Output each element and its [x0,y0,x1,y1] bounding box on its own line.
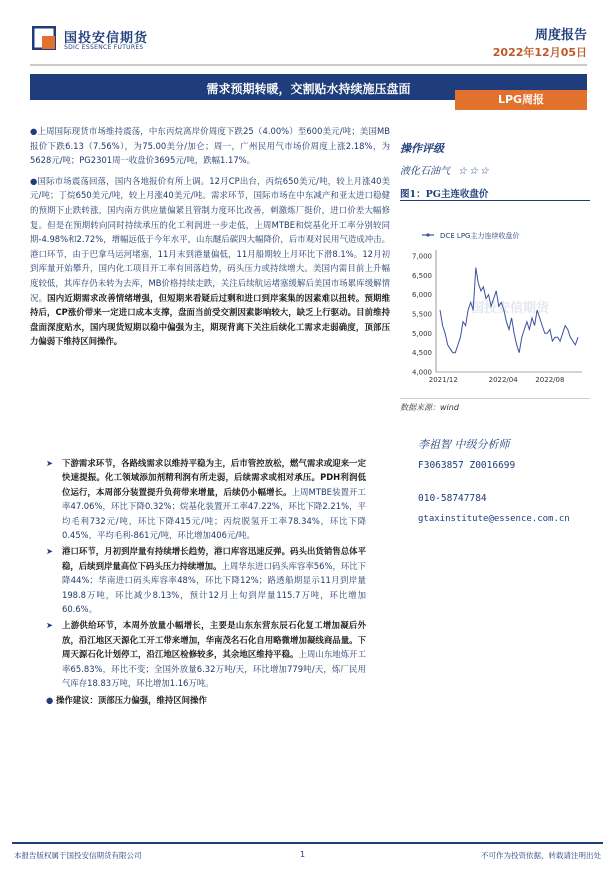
demand-segment [46,456,366,542]
supply-conclusion: 上游供给环节，本周外放量小幅增长，主要是山东东营东辰石化复工增加凝后外放，沿江地区天源化工开工带来增加，华南茂名石化自用略微增加凝线商品量。下周天源石化计划停工，沿江地区检修较多，其余地区维持平稳。 [62,620,366,660]
rating-panel [400,140,590,177]
rating-product: 液化石油气 [400,166,450,177]
y-tick-label: 4,000 [411,368,432,377]
supply-data: 上周山东地炼开工率65.83%，环比不变；全国外放量6.32万吨/天，环比增加779吨/天，炼厂民用气库存18.83万吨，环比增加1.16万吨。 [62,649,366,689]
source-divider [400,398,590,399]
rating-title: 操作评级 [400,142,444,155]
x-tick-label: 2021/12 [428,376,458,384]
analyst-name: 李祖智 中级分析师 [418,438,510,451]
footer-copyright: 本报告版权属于国投安信期货有限公司 [14,851,142,860]
demand-conclusion: 下游需求环节，各路线需求以维持平稳为主，后市管控放松，燃气需求或迎来一定快速提振。化工领域添加剂精利润有所走弱，后续需求或相对承压。PDH利润低位运行，本周部分装置提升负荷带来增量，后续仍小幅增长。 [62,458,366,497]
arrow-right-icon: ➤ [46,546,54,557]
footer-divider [12,842,603,844]
port-conclusion: 港口环节，月初到岸量有持续增长趋势，港口库容迅速反弹。码头出货销售总体平稳，后续到岸量高位下码头压力持续增加。 [62,546,366,571]
report-header [0,0,615,70]
port-data: 上周华东进口码头库容率56%，环比下降44%；华南进口码头库容率48%，环比下降12%；路透船期显示11月到岸量198.8万吨，环比减少8.13%，预计12月上旬到岸量115.7万吨，环比增加60.6%。 [62,560,366,615]
y-tick-label: 7,000 [411,252,432,261]
report-type: 周度报告 [534,28,587,43]
y-tick-label: 5,000 [411,329,432,338]
y-tick-label: 4,500 [411,349,432,358]
legend-label: DCE LPG主力连续收盘价 [440,232,520,240]
bullet-icon: ● [30,175,38,186]
port-segment [46,544,366,616]
company-name-en: SDIC ESSENCE FUTURES [64,44,144,51]
figure-divider [400,200,590,201]
analyst-cert: F3063857 Z0016699 [418,460,516,471]
report-title: 需求预期转暖，交割贴水持续施压盘面 [206,82,411,96]
company-logo-icon [32,26,56,50]
market-summary-paragraph [30,124,390,168]
demand-data: 上周MTBE装置开工率47.06%，环比下降0.32%；烷基化装置开工率47.22%，环比下降2.21%，平均毛利732元/吨，环比下降415元/吨；丙烷脱氢开工率78.34%，环比下降0.45%，平均毛利-861元/吨，环比增加406元/吨。 [62,486,366,541]
bullet-icon: ● [46,694,54,705]
report-date: 2022年12月05日 [492,46,587,59]
operation-text: 操作建议：顶部压力偏强，维持区间操作 [56,694,207,705]
supply-segment [46,618,366,690]
analysis-conclusion: 国内近期需求改善情绪增强，但短期来看疑后过剩和进口到岸案集的因素难以扭转。预期维持后，CP涨价带来一定进口成本支撑，盘面当前受交割因素影响较大，缺乏上行驱动。目前维持盘面深度贴水，国内现货短期以稳中偏强为主，期现背离下关注后续化工需求走弱确度，顶部压力偏弱下维持区间操作。 [30,292,391,347]
analyst-info [418,436,598,524]
y-tick-label: 5,500 [411,310,432,319]
product-tag: LPG周报 [455,90,587,110]
rating-line [400,162,590,177]
bullet-icon: ● [30,126,38,136]
analysis-text: 国际市场震荡回落，国内各地报价有所上调。12月CP出台，丙烷650美元/吨，较上月涨40美元/吨；丁烷650美元/吨，较上月涨40美元/吨。需求环节，国际市场在中东减产和亚太进口稳健的预期下止跌转涨，国内南方供应量偏紧且管制力度环比改善，刺激炼厂挺价，进口价差大幅修复。但是在预期转向同时持续承压的化工利润进一步走低，上周MTBE和烷基化开工率分别较同期-4.98%和2.72%，增幅远低于今年水平，山东醚后碳四大幅降价，后市观对民用气造成冲击。港口环节，由于巴拿马运河堵塞，11月末到港量偏低，11月船期较上月环比下滑8.1%。12月初到库量开始攀升，国内化工项目开工率有回落趋势，码头压力或持续增大。美国内需目前上升幅度较低，其库存仍未转为去库，MB价格持续走跌，关注后续航运堵塞缓解后美国市场累库缓解情况。 [30,175,390,303]
price-line-chart [400,214,590,389]
page-number: 1 [300,850,306,859]
x-tick-label: 2022/08 [535,376,565,384]
footer-disclaimer: 不可作为投资依据，转载请注明出处 [481,851,601,860]
legend-marker [426,233,429,236]
x-tick-label: 2022/04 [488,376,518,384]
chart-watermark: 国投安信期货 [470,301,550,316]
analysis-paragraph [30,174,390,349]
analyst-email[interactable]: gtaxinstitute@essence.com.cn [418,514,570,524]
data-source: 数据来源：wind [400,403,459,412]
header-divider [30,64,587,66]
rating-stars-icon: ☆☆☆ [458,166,491,177]
operation-suggestion [46,693,366,707]
y-tick-label: 6,000 [411,291,432,300]
arrow-right-icon: ➤ [46,458,54,468]
summary-column [30,124,390,349]
segment-analysis-box [46,456,366,707]
y-tick-label: 6,500 [411,271,432,280]
analyst-phone: 010-58747784 [418,493,487,504]
chart-layer [412,231,582,384]
figure-title: 图1：PG主连收盘价 [400,189,489,200]
market-summary-text: 上周国际现货市场维持震荡，中东丙烷离岸价周度下跌25（4.00%）至600美元/吨；美国MB报价下跌6.13（7.56%），为75.00美分/加仑；周一，广州民用气市场价周度上涨2.18%，为5628元/吨；PG2301周一收盘价3695元/吨，跌幅1.17%。 [30,126,390,166]
arrow-right-icon: ➤ [46,620,54,631]
company-name-cn: 国投安信期货 [64,31,149,46]
